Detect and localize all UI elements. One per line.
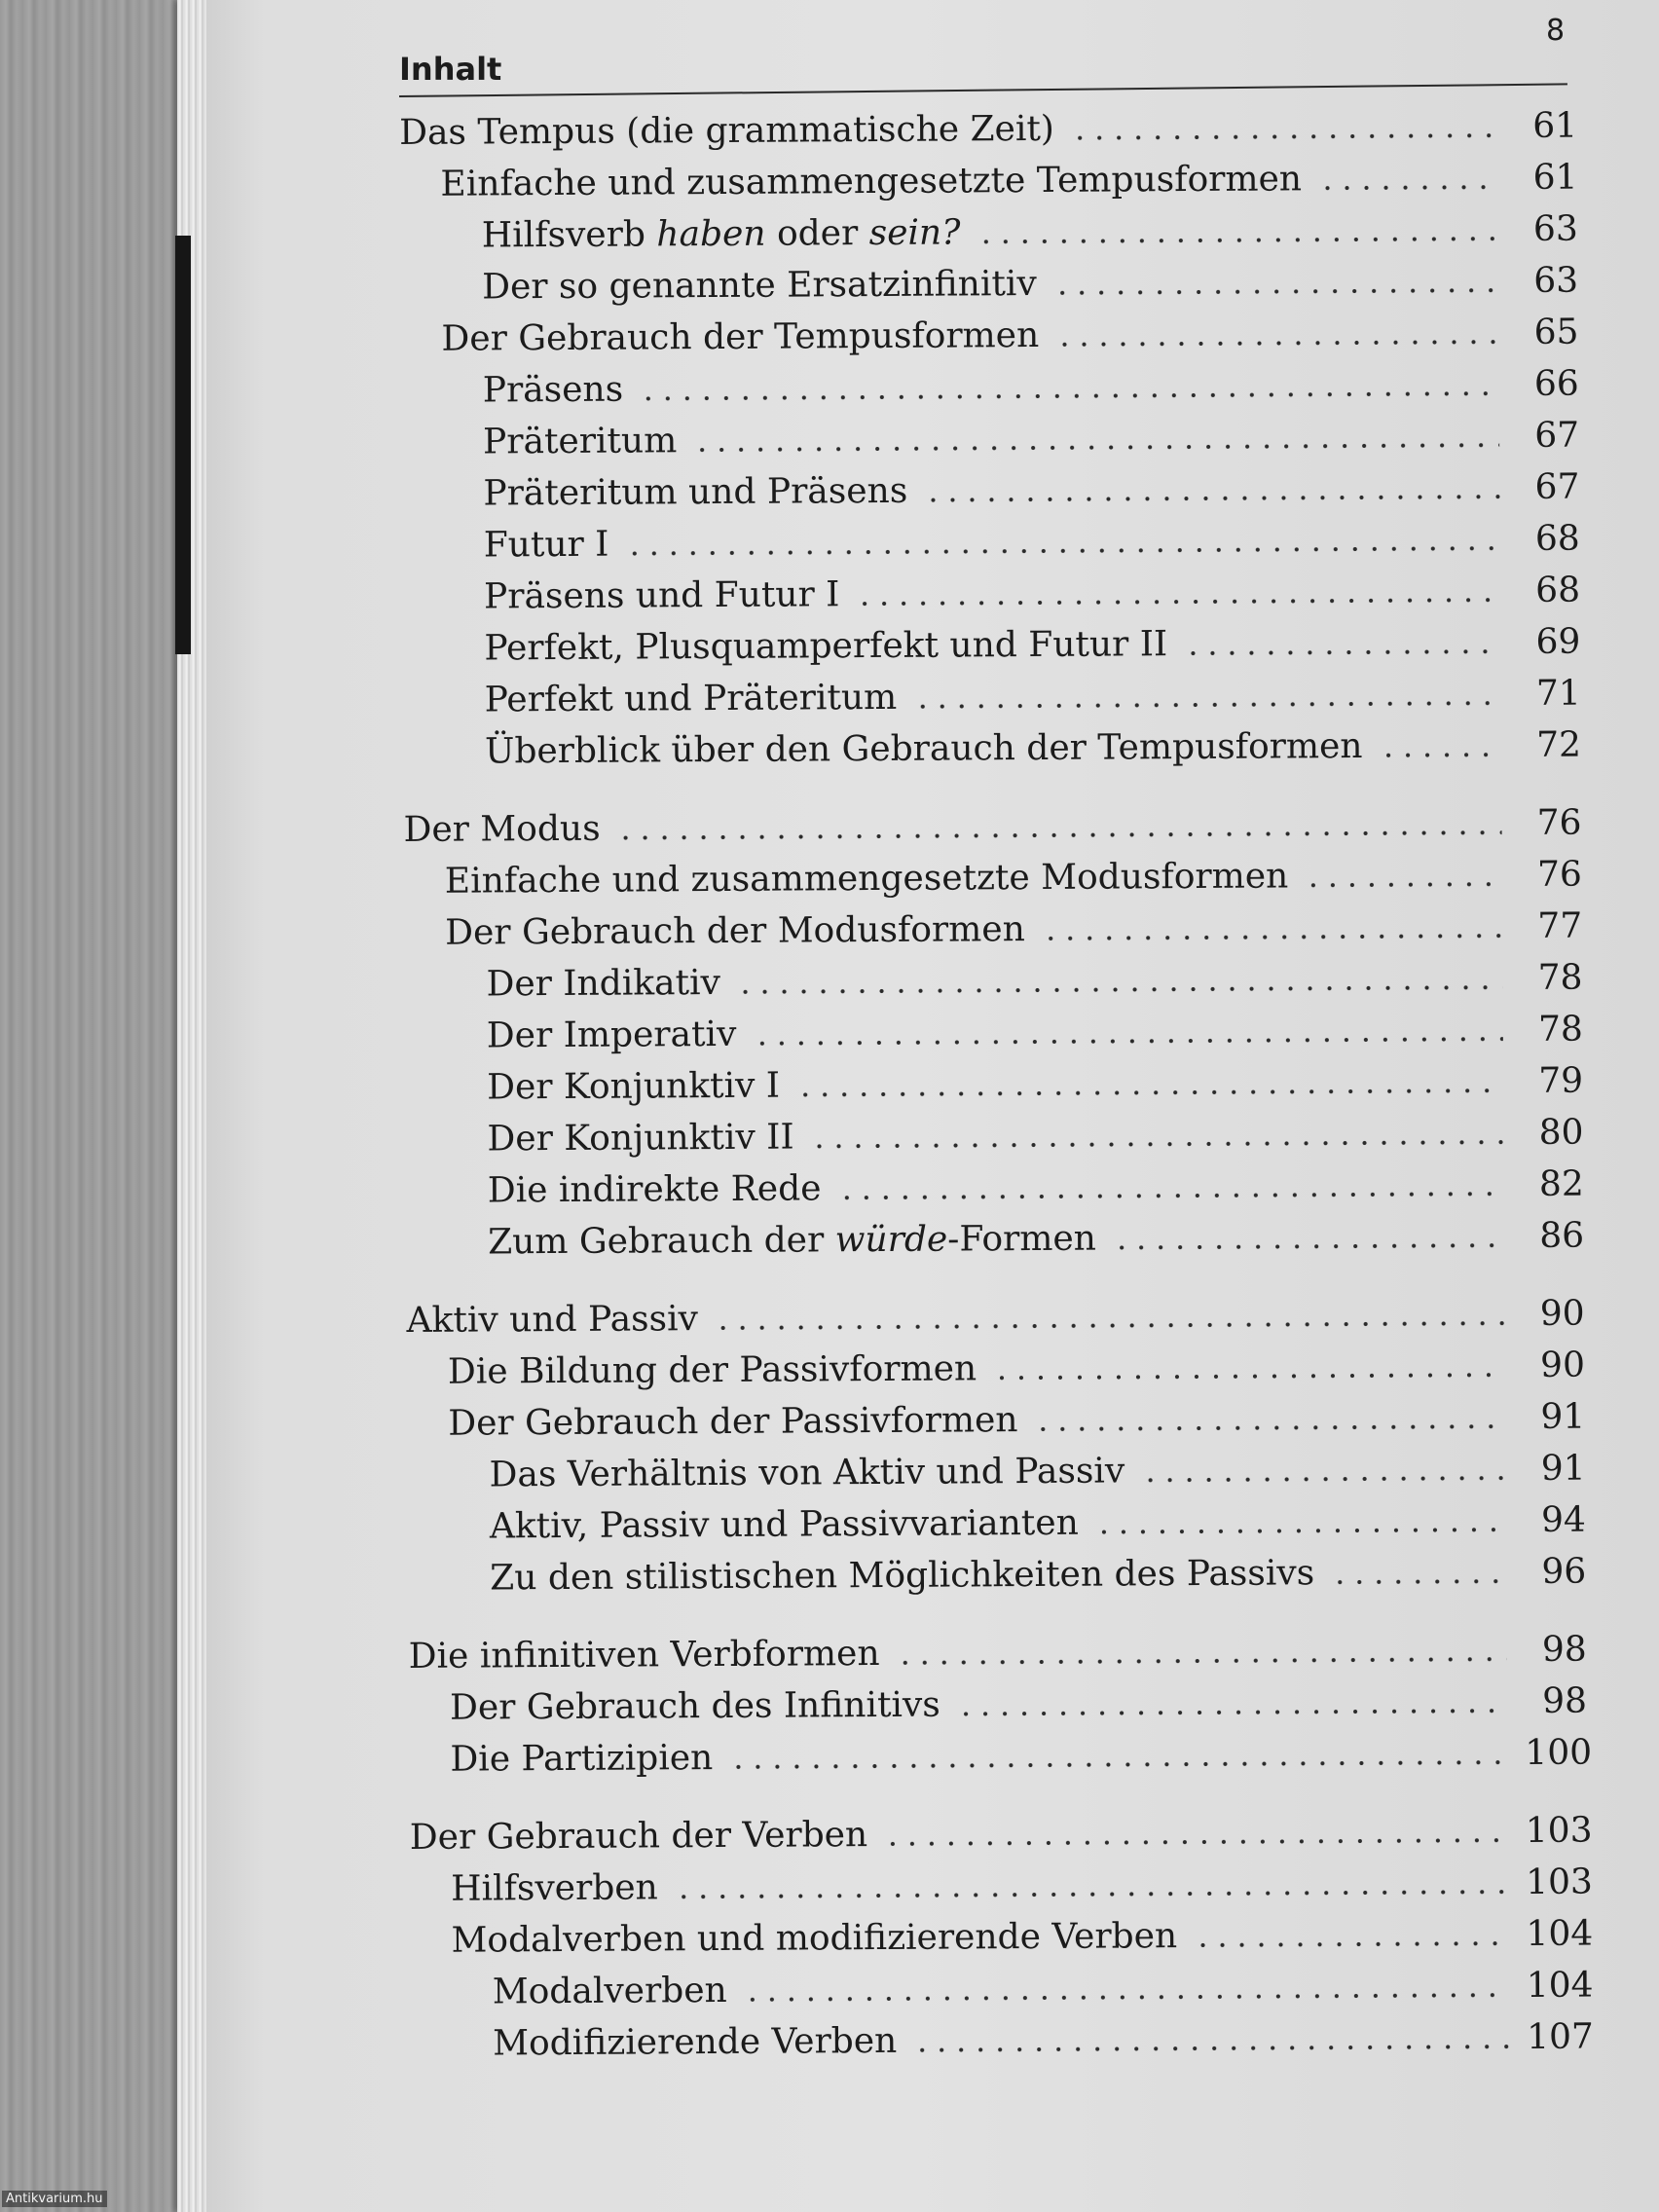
toc-entry-title-part: Modifizierende Verben	[493, 2020, 898, 2064]
toc-entry-title	[403, 803, 611, 856]
toc-entry-title	[451, 1862, 670, 1914]
toc-entry-title-part: Der Gebrauch der Passivformen	[448, 1400, 1018, 1444]
dot-leader	[1304, 881, 1502, 888]
toc-entry-page: 98	[1542, 1680, 1588, 1721]
toc-entry-page: 98	[1541, 1629, 1587, 1670]
toc-entry-page: 65	[1533, 312, 1579, 352]
toc-entry	[408, 1546, 1586, 1604]
dot-leader	[1052, 287, 1498, 296]
dot-leader	[883, 1837, 1508, 1847]
dot-leader	[1317, 184, 1497, 191]
dot-leader	[1183, 648, 1500, 656]
toc-entry-title	[484, 618, 1179, 674]
toc-entry	[399, 100, 1577, 159]
toc-entry-page: 107	[1527, 2016, 1594, 2057]
toc-entry	[403, 668, 1581, 726]
toc-entry-title-part: Perfekt und Präteritum	[484, 677, 898, 720]
toc-entry	[400, 203, 1578, 262]
dot-leader	[896, 1656, 1507, 1666]
toc-entry-title	[399, 103, 1066, 159]
toc-entry	[410, 1908, 1594, 1967]
dot-leader	[810, 1139, 1504, 1149]
toc-entry-title	[451, 1910, 1189, 1967]
toc-entry-title-part: Der Imperativ	[486, 1014, 737, 1056]
toc-entry-title	[482, 206, 973, 261]
toc-entry-title-part: Präsens und Futur I	[483, 574, 840, 617]
toc-entry-title	[488, 1162, 833, 1216]
toc-entry-title	[487, 1060, 792, 1114]
toc-entry-title-part: Der Konjunktiv II	[487, 1117, 794, 1160]
running-head: Inhalt	[399, 51, 502, 88]
toc-entry-page: 63	[1532, 208, 1578, 249]
dot-leader	[1054, 339, 1498, 348]
toc-entry-page: 90	[1539, 1345, 1586, 1385]
toc-entry-title-part: Einfache und zusammengesetzte Tempusformen	[440, 159, 1303, 204]
dot-leader	[752, 1036, 1502, 1047]
dot-leader	[855, 597, 1500, 607]
toc-entry-page: 61	[1532, 105, 1578, 146]
toc-entry-title-part: Das Verhältnis von Aktiv und Passiv	[489, 1451, 1125, 1495]
toc-entry-title	[445, 903, 1037, 959]
toc-entry-title-part: Der Konjunktiv I	[487, 1065, 781, 1108]
toc-entry-title	[490, 1497, 1090, 1553]
toc-entry	[408, 1494, 1586, 1553]
dot-leader	[616, 830, 1502, 841]
toc-entry-title-part: Zum Gebrauch der	[487, 1220, 835, 1263]
toc-entry-page: 72	[1536, 724, 1582, 765]
toc-entry-title-part: Aktiv, Passiv und Passivvarianten	[489, 1502, 1079, 1547]
toc-entry-title	[483, 364, 636, 417]
toc-entry-title	[483, 415, 689, 467]
toc-entry-title-part: Die infinitiven Verbformen	[408, 1634, 880, 1677]
dot-leader	[692, 442, 1499, 453]
toc-entry-title-part: Die indirekte Rede	[487, 1168, 822, 1211]
toc-entry	[411, 2011, 1594, 2070]
background-surface	[0, 0, 185, 2212]
toc-entry-page: 82	[1538, 1163, 1584, 1204]
dot-leader	[714, 1320, 1505, 1331]
toc-entry	[404, 849, 1582, 907]
dot-leader	[728, 1759, 1507, 1770]
toc-entry	[409, 1624, 1587, 1682]
toc-entry	[402, 513, 1580, 571]
toc-entry	[406, 1159, 1584, 1217]
toc-entry-page: 63	[1533, 260, 1579, 301]
dot-leader	[1140, 1475, 1505, 1483]
toc-entry-title	[445, 850, 1301, 906]
toc-entry-page: 103	[1526, 1862, 1594, 1902]
toc-entry-title-part: Der Gebrauch der Verben	[409, 1815, 868, 1858]
dot-leader	[992, 1372, 1505, 1381]
toc-entry-page: 79	[1538, 1060, 1584, 1101]
toc-entry-title-part: Präteritum	[482, 421, 678, 462]
toc-entry-title-part: Hilfsverb	[481, 214, 657, 256]
toc-entry-page: 90	[1539, 1293, 1585, 1334]
toc-entry-title	[487, 1009, 749, 1062]
dot-leader	[912, 700, 1501, 710]
dot-leader	[1070, 132, 1497, 141]
toc-entry-page: 67	[1534, 415, 1580, 456]
toc-entry-page: 69	[1535, 621, 1581, 662]
toc-entry-page: 66	[1533, 363, 1579, 404]
toc-entry-title-part: Zu den stilistischen Möglichkeiten des Passivs	[490, 1553, 1315, 1599]
toc-entry-page: 104	[1526, 1913, 1594, 1954]
toc-entry-page: 78	[1537, 957, 1583, 998]
toc-entry-title-part: -Formen	[947, 1218, 1097, 1260]
toc-entry-title-italic: würde	[834, 1219, 948, 1261]
toc-entry-title-part: Der Gebrauch des Infinitivs	[449, 1684, 940, 1728]
dot-leader	[1193, 1940, 1508, 1948]
toc-entry-title-part: Der so genannte Ersatzinfinitiv	[482, 264, 1037, 308]
dot-leader	[639, 390, 1499, 401]
toc-entry-title	[488, 1213, 1108, 1269]
toc-entry-page: 100	[1525, 1732, 1593, 1773]
toc-entry	[407, 1391, 1585, 1450]
toc-entry-title-part: Präsens	[482, 369, 624, 411]
toc-entry-title-italic: haben	[656, 213, 766, 255]
toc-entry	[407, 1340, 1585, 1398]
toc-entry	[401, 410, 1579, 468]
toc-entry-title-part: oder	[765, 213, 869, 254]
toc-entry-page: 103	[1525, 1810, 1593, 1851]
toc-entry-page: 68	[1535, 570, 1581, 610]
toc-entry-page: 104	[1526, 1965, 1594, 2006]
toc-entry	[401, 358, 1579, 417]
dot-leader	[1379, 752, 1502, 758]
toc-entry	[409, 1805, 1593, 1863]
dot-leader	[956, 1708, 1507, 1716]
toc-entry	[406, 1288, 1584, 1346]
toc-entry-title	[410, 1809, 880, 1863]
toc-entry	[402, 616, 1580, 675]
toc-entry-title	[487, 1111, 805, 1164]
toc-entry-title-italic: sein?	[868, 212, 961, 254]
toc-entry-title-part: Die Partizipien	[450, 1738, 714, 1780]
dot-leader	[674, 1889, 1508, 1899]
toc-entry	[406, 1210, 1584, 1269]
toc-entry-page: 78	[1537, 1009, 1583, 1050]
thumb-index-tab	[175, 236, 191, 654]
toc-entry	[410, 1857, 1594, 1915]
toc-entry	[399, 152, 1577, 210]
toc-entry-title	[484, 569, 852, 622]
toc-entry-title	[485, 672, 909, 726]
toc-entry-page: 67	[1534, 466, 1580, 507]
watermark: Antikvarium.hu	[2, 2191, 107, 2207]
toc-entry-page: 76	[1536, 802, 1582, 843]
page-number: 8	[1546, 14, 1566, 48]
toc-entry	[402, 565, 1580, 623]
toc-entry-title-part: Perfekt, Plusquamperfekt und Futur II	[484, 624, 1168, 669]
toc-entry	[401, 461, 1579, 520]
toc-entry-title	[448, 1343, 989, 1397]
toc-entry-title-part: Modalverben	[492, 1970, 727, 2012]
dot-leader	[837, 1191, 1504, 1200]
toc-entry-title-part: Die Bildung der Passivformen	[447, 1348, 977, 1392]
toc-entry-title-part: Der Indikativ	[486, 963, 721, 1005]
toc-entry	[405, 1055, 1583, 1114]
toc-entry-title-part: Hilfsverben	[451, 1867, 658, 1909]
toc-entry	[411, 1960, 1594, 2018]
toc-entry-title	[483, 465, 919, 520]
toc-entry-title	[450, 1679, 952, 1734]
toc-entry-title	[409, 1628, 892, 1682]
toc-entry-page: 61	[1532, 157, 1578, 198]
toc-entry-title-part: Einfache und zusammengesetzte Modusformen	[444, 856, 1289, 902]
toc-entry-page: 96	[1541, 1551, 1587, 1592]
toc-entry-title	[493, 2015, 908, 2070]
toc-entry-title	[489, 1445, 1136, 1500]
dot-leader	[1041, 933, 1502, 941]
toc-entry-title-part: Der Modus	[403, 808, 601, 850]
toc-entry-title-part: Präteritum und Präsens	[483, 470, 908, 514]
dot-leader	[795, 1088, 1503, 1097]
dot-leader	[1034, 1423, 1506, 1432]
toc-entry-page: 86	[1539, 1215, 1585, 1256]
dot-leader	[976, 236, 1497, 244]
toc-entry-title-part: Der Gebrauch der Tempusformen	[441, 314, 1040, 359]
toc-entry-page: 71	[1535, 673, 1581, 714]
toc-entry	[405, 1107, 1583, 1165]
toc-entry-title	[450, 1732, 724, 1786]
toc-entry	[409, 1676, 1587, 1734]
toc-entry-title	[493, 1965, 739, 2018]
toc-entry-page: 77	[1537, 905, 1583, 946]
toc-entry	[404, 901, 1582, 959]
toc-entry-title	[490, 1547, 1326, 1604]
dot-leader	[1112, 1242, 1504, 1250]
dot-leader	[912, 2044, 1509, 2053]
toc-entry-title-part: Modalverben und modifizierende Verben	[451, 1916, 1178, 1961]
toc-entry-title	[484, 519, 621, 571]
toc-entry	[407, 1443, 1585, 1501]
toc-entry-title-part: Der Gebrauch der Modusformen	[445, 909, 1025, 953]
dot-leader	[624, 545, 1499, 556]
toc-entry-title	[482, 258, 1049, 313]
toc-entry-title	[486, 957, 732, 1011]
toc-entry-title	[440, 153, 1313, 209]
toc-entry-title-part: Aktiv und Passiv	[406, 1299, 699, 1341]
toc-entry-title	[448, 1394, 1030, 1450]
toc-entry-title	[441, 310, 1051, 365]
toc-entry-title	[485, 720, 1375, 778]
dot-leader	[1330, 1578, 1506, 1585]
toc-entry-title-part: Das Tempus (die grammatische Zeit)	[399, 108, 1055, 153]
toc-entry-page: 80	[1538, 1112, 1584, 1153]
dot-leader	[923, 494, 1499, 503]
toc-entry-page: 68	[1534, 518, 1580, 559]
toc-entry	[403, 797, 1581, 856]
toc-entry	[404, 952, 1582, 1011]
toc-entry	[400, 307, 1578, 365]
toc-entry-page: 91	[1540, 1396, 1586, 1437]
toc-entry-title	[406, 1293, 710, 1346]
toc-entry-title-part: Futur I	[483, 524, 609, 566]
dot-leader	[736, 984, 1503, 995]
dot-leader	[743, 1992, 1509, 2003]
dot-leader	[1094, 1527, 1506, 1535]
toc-entry	[403, 719, 1581, 778]
toc-entry-page: 91	[1540, 1448, 1586, 1489]
toc-entry	[400, 255, 1578, 313]
toc-entry	[409, 1727, 1593, 1786]
toc-entry-page: 94	[1540, 1499, 1587, 1540]
toc-entry-title-part: Überblick über den Gebrauch der Tempusformen	[484, 725, 1363, 772]
toc-entry	[405, 1004, 1583, 1062]
toc-entry-page: 76	[1536, 854, 1582, 895]
table-of-contents	[399, 100, 1594, 2070]
